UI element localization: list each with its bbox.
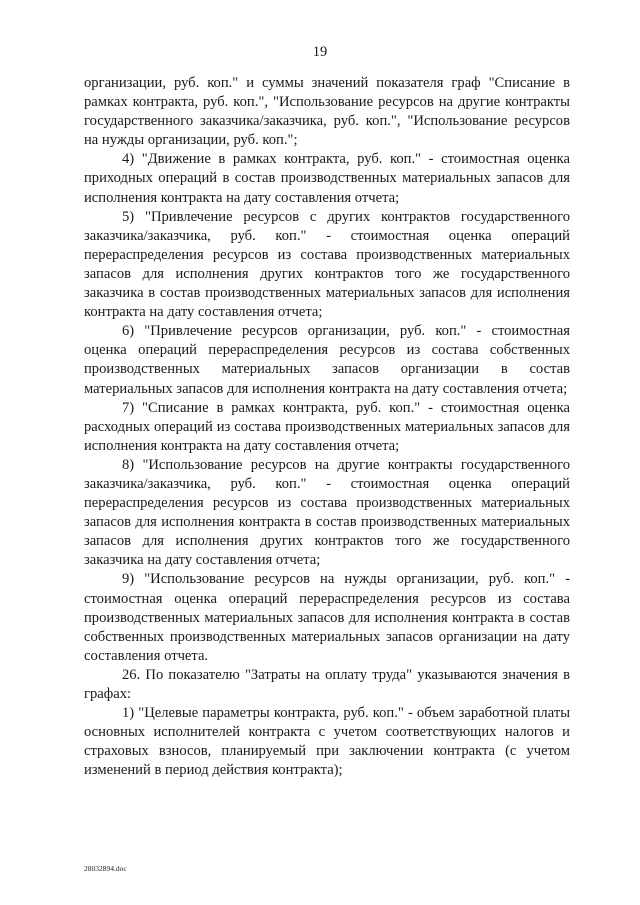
paragraph-item-5: 5) "Привлечение ресурсов с других контрактов государственного заказчика/заказчика, руб. коп." - стоимостная оценка операций перераспределения ресурсов из состава производственных материальных запасов для исполнения других контрактов того же государственного заказчика в состав производственных материальных запасов для исполнения контракта на дату составления отчета;	[84, 208, 570, 321]
paragraph-item-4: 4) "Движение в рамках контракта, руб. коп." - стоимостная оценка приходных операций в состав производственных материальных запасов для исполнения контракта на дату составления отчета;	[84, 151, 570, 206]
paragraph-item-6: 6) "Привлечение ресурсов организации, руб. коп." - стоимостная оценка операций перераспределения ресурсов из состава собственных производственных материальных запасов организации в состав материальных запасов для исполнения контракта на дату составления отчета;	[84, 323, 570, 397]
paragraph-item-8: 8) "Использование ресурсов на другие контракты государственного заказчика/заказчика, руб. коп." - стоимостная оценка операций перераспределения ресурсов из состава производственных материальных запасов для исполнения контракта в состав производственных материальных запасов для исполнения других контрактов того же государственного заказчика на дату составления отчета;	[84, 456, 570, 569]
paragraph-section-26-item-1: 1) "Целевые параметры контракта, руб. коп." - объем заработной платы основных исполнителей контракта с учетом соответствующих налогов и страховых взносов, планируемый при заключении контракта (с учетом изменений в период действия контракта);	[84, 705, 570, 779]
footer-file-code: 28032894.doc	[84, 864, 127, 873]
paragraph-section-26: 26. По показателю "Затраты на оплату труда" указываются значения в графах:	[84, 666, 570, 702]
paragraph-continuation: организации, руб. коп." и суммы значений показателя граф "Списание в рамках контракта, руб. коп.", "Использование ресурсов на другие контракты государственного заказчика/заказчика, руб. коп.", "Использование ресурсов на нужды организации, руб. коп.";	[84, 75, 570, 149]
paragraph-item-9: 9) "Использование ресурсов на нужды организации, руб. коп." - стоимостная оценка операций перераспределения ресурсов из состава производственных материальных запасов для исполнения контракта в состав собственных производственных материальных запасов организации на дату составления отчета.	[84, 571, 570, 664]
paragraph-item-7: 7) "Списание в рамках контракта, руб. коп." - стоимостная оценка расходных операций из состава производственных материальных запасов для исполнения контракта на дату составления отчета;	[84, 399, 570, 454]
page-number: 19	[312, 44, 328, 60]
document-body	[84, 74, 570, 780]
